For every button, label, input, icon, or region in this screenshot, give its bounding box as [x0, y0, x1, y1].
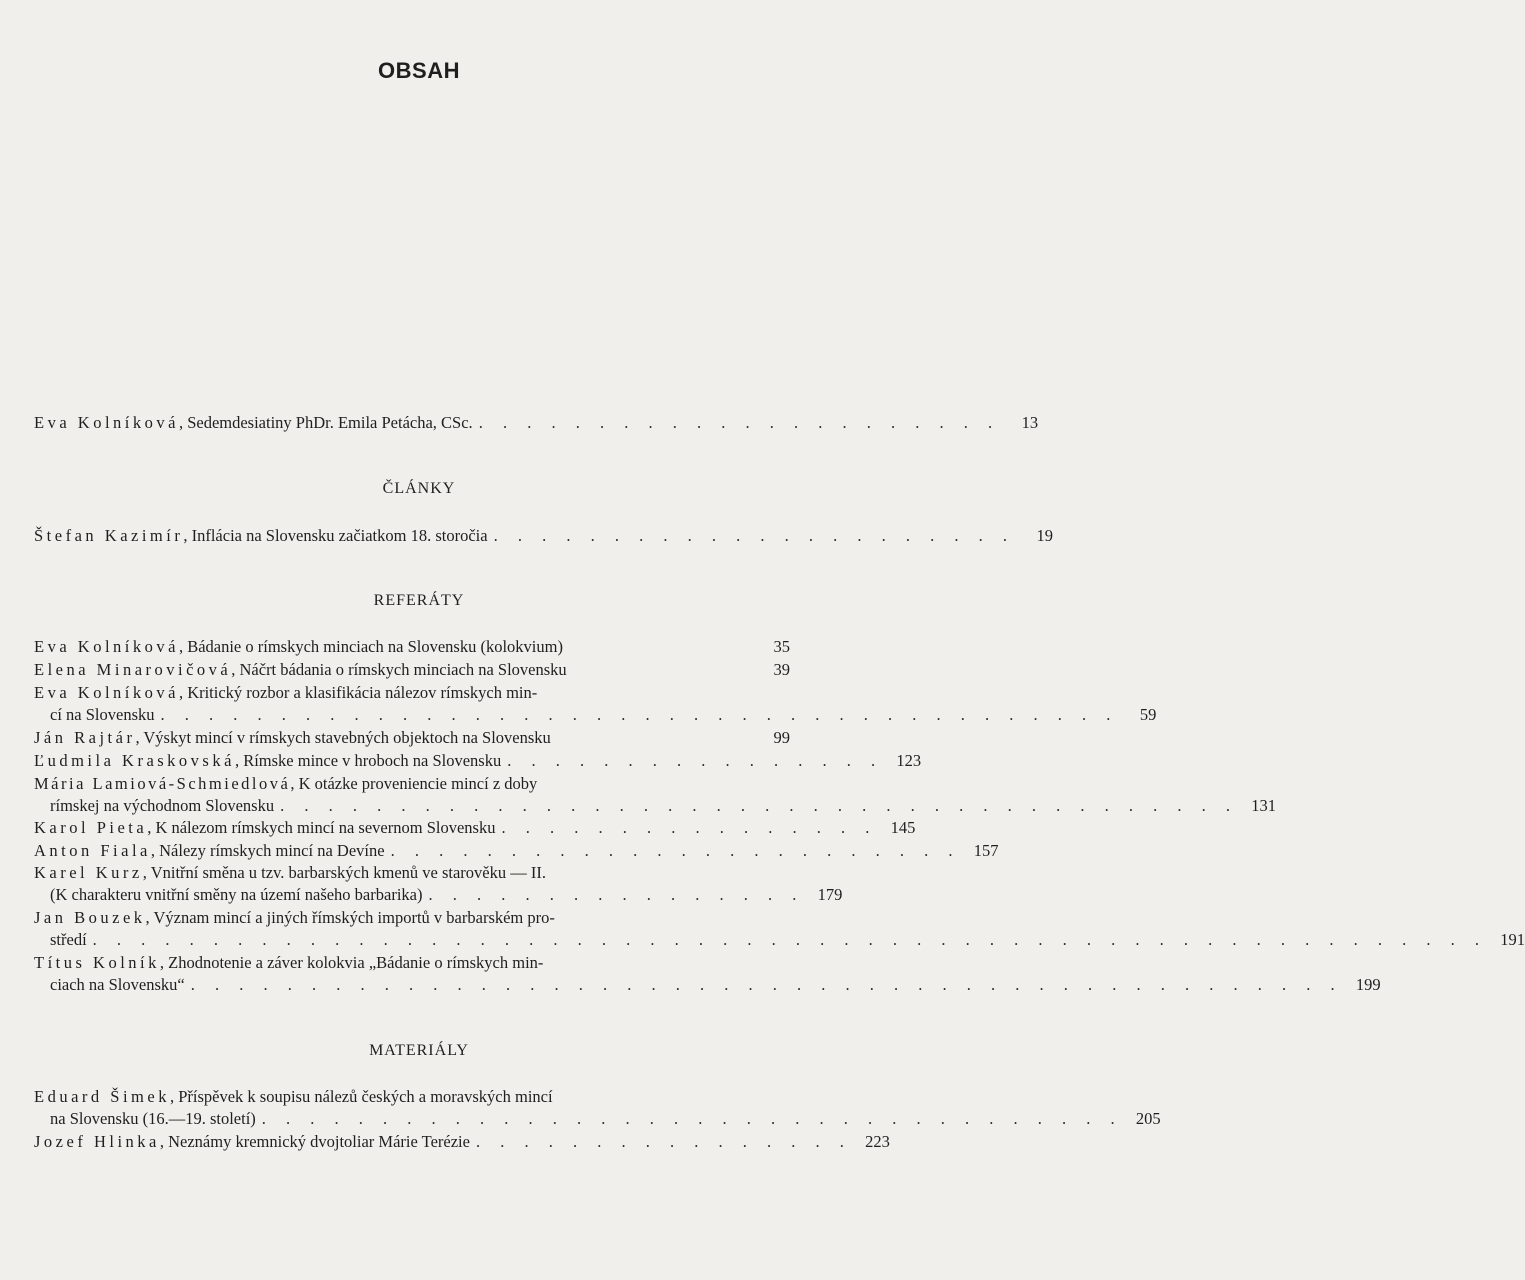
section-heading-referaty: REFERÁTY	[373, 592, 465, 609]
toc-entry	[34, 1131, 890, 1153]
entry-title-continued: (K charakteru vnitřní směny na území našeho barbarika)	[50, 885, 423, 904]
entry-author: Elena Minarovičová	[34, 660, 232, 679]
page-title: OBSAH	[378, 58, 460, 83]
entry-title-continued: cí na Slovensku	[50, 705, 155, 724]
toc-entry	[34, 727, 790, 749]
entry-author: Eva Kolníková	[34, 413, 179, 432]
entry-page: 145	[890, 818, 916, 837]
toc-entry	[34, 1086, 1161, 1130]
entry-author: Ľudmila Kraskovská	[34, 751, 235, 770]
entry-author: Jozef Hlinka	[34, 1132, 160, 1151]
entry-title: , Zhodnotenie a záver kolokvia „Bádanie o rímskych min-	[159, 953, 544, 972]
entry-author: Anton Fiala	[34, 841, 151, 860]
entry-title-continued: ciach na Slovensku“	[50, 975, 185, 994]
toc-entry	[34, 412, 1039, 434]
entry-title: , Rímske mince v hroboch na Slovensku	[234, 751, 502, 770]
entry-author: Mária Lamiová-Schmiedlová	[34, 774, 291, 793]
toc-entry	[34, 773, 1276, 817]
entry-author: Ján Rajtár	[34, 728, 136, 747]
leader-dots: . . . . . . . . . . . . . . . .	[475, 1132, 852, 1151]
entry-title: , Význam mincí a jiných římských importů v barbarském pro-	[145, 908, 555, 927]
entry-page: 99	[773, 728, 790, 747]
entry-author: Karol Pieta	[34, 818, 148, 837]
entry-author: Eduard Šimek	[34, 1087, 170, 1106]
leader-dots: . . . . . . . . . . . . . . . .	[501, 818, 878, 837]
entry-title: , Neznámy kremnický dvojtoliar Márie Terézie	[159, 1132, 470, 1151]
toc-entry	[34, 862, 843, 906]
entry-title: , Výskyt mincí v rímskych stavebných objektoch na Slovensku	[135, 728, 551, 747]
entry-title: , Bádanie o rímskych minciach na Slovensku (kolokvium)	[178, 637, 563, 656]
leader-dots: . . . . . . . . . . . . . . . . . . . . . .	[493, 526, 1015, 545]
section-heading-clanky: ČLÁNKY	[382, 480, 456, 497]
entry-page: 157	[973, 841, 999, 860]
entry-title: , Kritický rozbor a klasifikácia nálezov rímskych min-	[178, 683, 538, 702]
entry-page: 123	[896, 751, 922, 770]
entry-title: , K nálezom rímskych mincí na severnom Slovensku	[147, 818, 496, 837]
toc-entry	[34, 840, 999, 862]
entry-page: 35	[773, 637, 790, 656]
leader-dots: . . . . . . . . . . . . . . . . . . . . . . . . . . . . . . . . . . . . . . . . . . . . . . . . . . . . . . . . . .	[92, 930, 1488, 949]
entry-page: 179	[817, 885, 843, 904]
entry-page: 13	[1021, 413, 1039, 432]
entry-author: Eva Kolníková	[34, 637, 179, 656]
entry-author: Títus Kolník	[34, 953, 160, 972]
entry-page: 205	[1135, 1109, 1161, 1128]
leader-dots: . . . . . . . . . . . . . . . .	[428, 885, 805, 904]
entry-title: , K otázke proveniencie mincí z doby	[290, 774, 538, 793]
toc-entry	[34, 525, 1053, 547]
entry-author: Štefan Kazimír	[34, 526, 184, 545]
leader-dots: . . . . . . . . . . . . . . . .	[507, 751, 884, 770]
toc-entry	[34, 907, 1525, 951]
entry-title-continued: rímskej na východnom Slovensku	[50, 796, 275, 815]
toc-entry	[34, 682, 1157, 726]
leader-dots: . . . . . . . . . . . . . . . . . . . . . . . . . . . . . . . . . . . . . . . . . . . . . . . .	[190, 975, 1343, 994]
section-heading-materialy: MATERIÁLY	[369, 1042, 469, 1059]
entry-title: , Vnitřní směna u tzv. barbarských kmenů ve starověku — II.	[142, 863, 546, 882]
entry-author: Eva Kolníková	[34, 683, 179, 702]
entry-page: 223	[865, 1132, 890, 1151]
entry-page: 19	[1036, 526, 1053, 545]
entry-page: 131	[1251, 796, 1276, 815]
toc-entry	[34, 817, 916, 839]
toc-entry	[34, 636, 790, 658]
entry-title: , Inflácia na Slovensku začiatkom 18. storočia	[183, 526, 488, 545]
leader-dots: . . . . . . . . . . . . . . . . . . . . . .	[478, 413, 1001, 432]
toc-entry	[34, 750, 922, 772]
leader-dots: . . . . . . . . . . . . . . . . . . . . . . . . . . . . . . . . . . . . . . . .	[280, 796, 1238, 815]
entry-title: , Příspěvek k soupisu nálezů českých a moravských mincí	[169, 1087, 553, 1106]
entry-title: , Sedemdesiatiny PhDr. Emila Petácha, CSc.	[178, 413, 473, 432]
entry-author: Karel Kurz	[34, 863, 143, 882]
entry-title: , Nálezy rímskych mincí na Devíne	[150, 841, 385, 860]
entry-title: , Náčrt bádania o rímskych minciach na Slovensku	[231, 660, 567, 679]
toc-entry	[34, 659, 790, 681]
leader-dots: . . . . . . . . . . . . . . . . . . . . . . . . . . . . . . . . . . . . . . . .	[160, 705, 1119, 724]
entry-author: Jan Bouzek	[34, 908, 146, 927]
entry-page: 39	[773, 660, 790, 679]
toc-entry	[34, 952, 1381, 996]
entry-page: 59	[1139, 705, 1157, 724]
entry-title-continued: středí	[50, 930, 87, 949]
leader-dots: . . . . . . . . . . . . . . . . . . . . . . . .	[390, 841, 961, 860]
entry-page: 199	[1355, 975, 1381, 994]
entry-page: 191	[1500, 930, 1525, 949]
leader-dots: . . . . . . . . . . . . . . . . . . . . . . . . . . . . . . . . . . . .	[261, 1109, 1123, 1128]
entry-title-continued: na Slovensku (16.—19. století)	[50, 1109, 256, 1128]
